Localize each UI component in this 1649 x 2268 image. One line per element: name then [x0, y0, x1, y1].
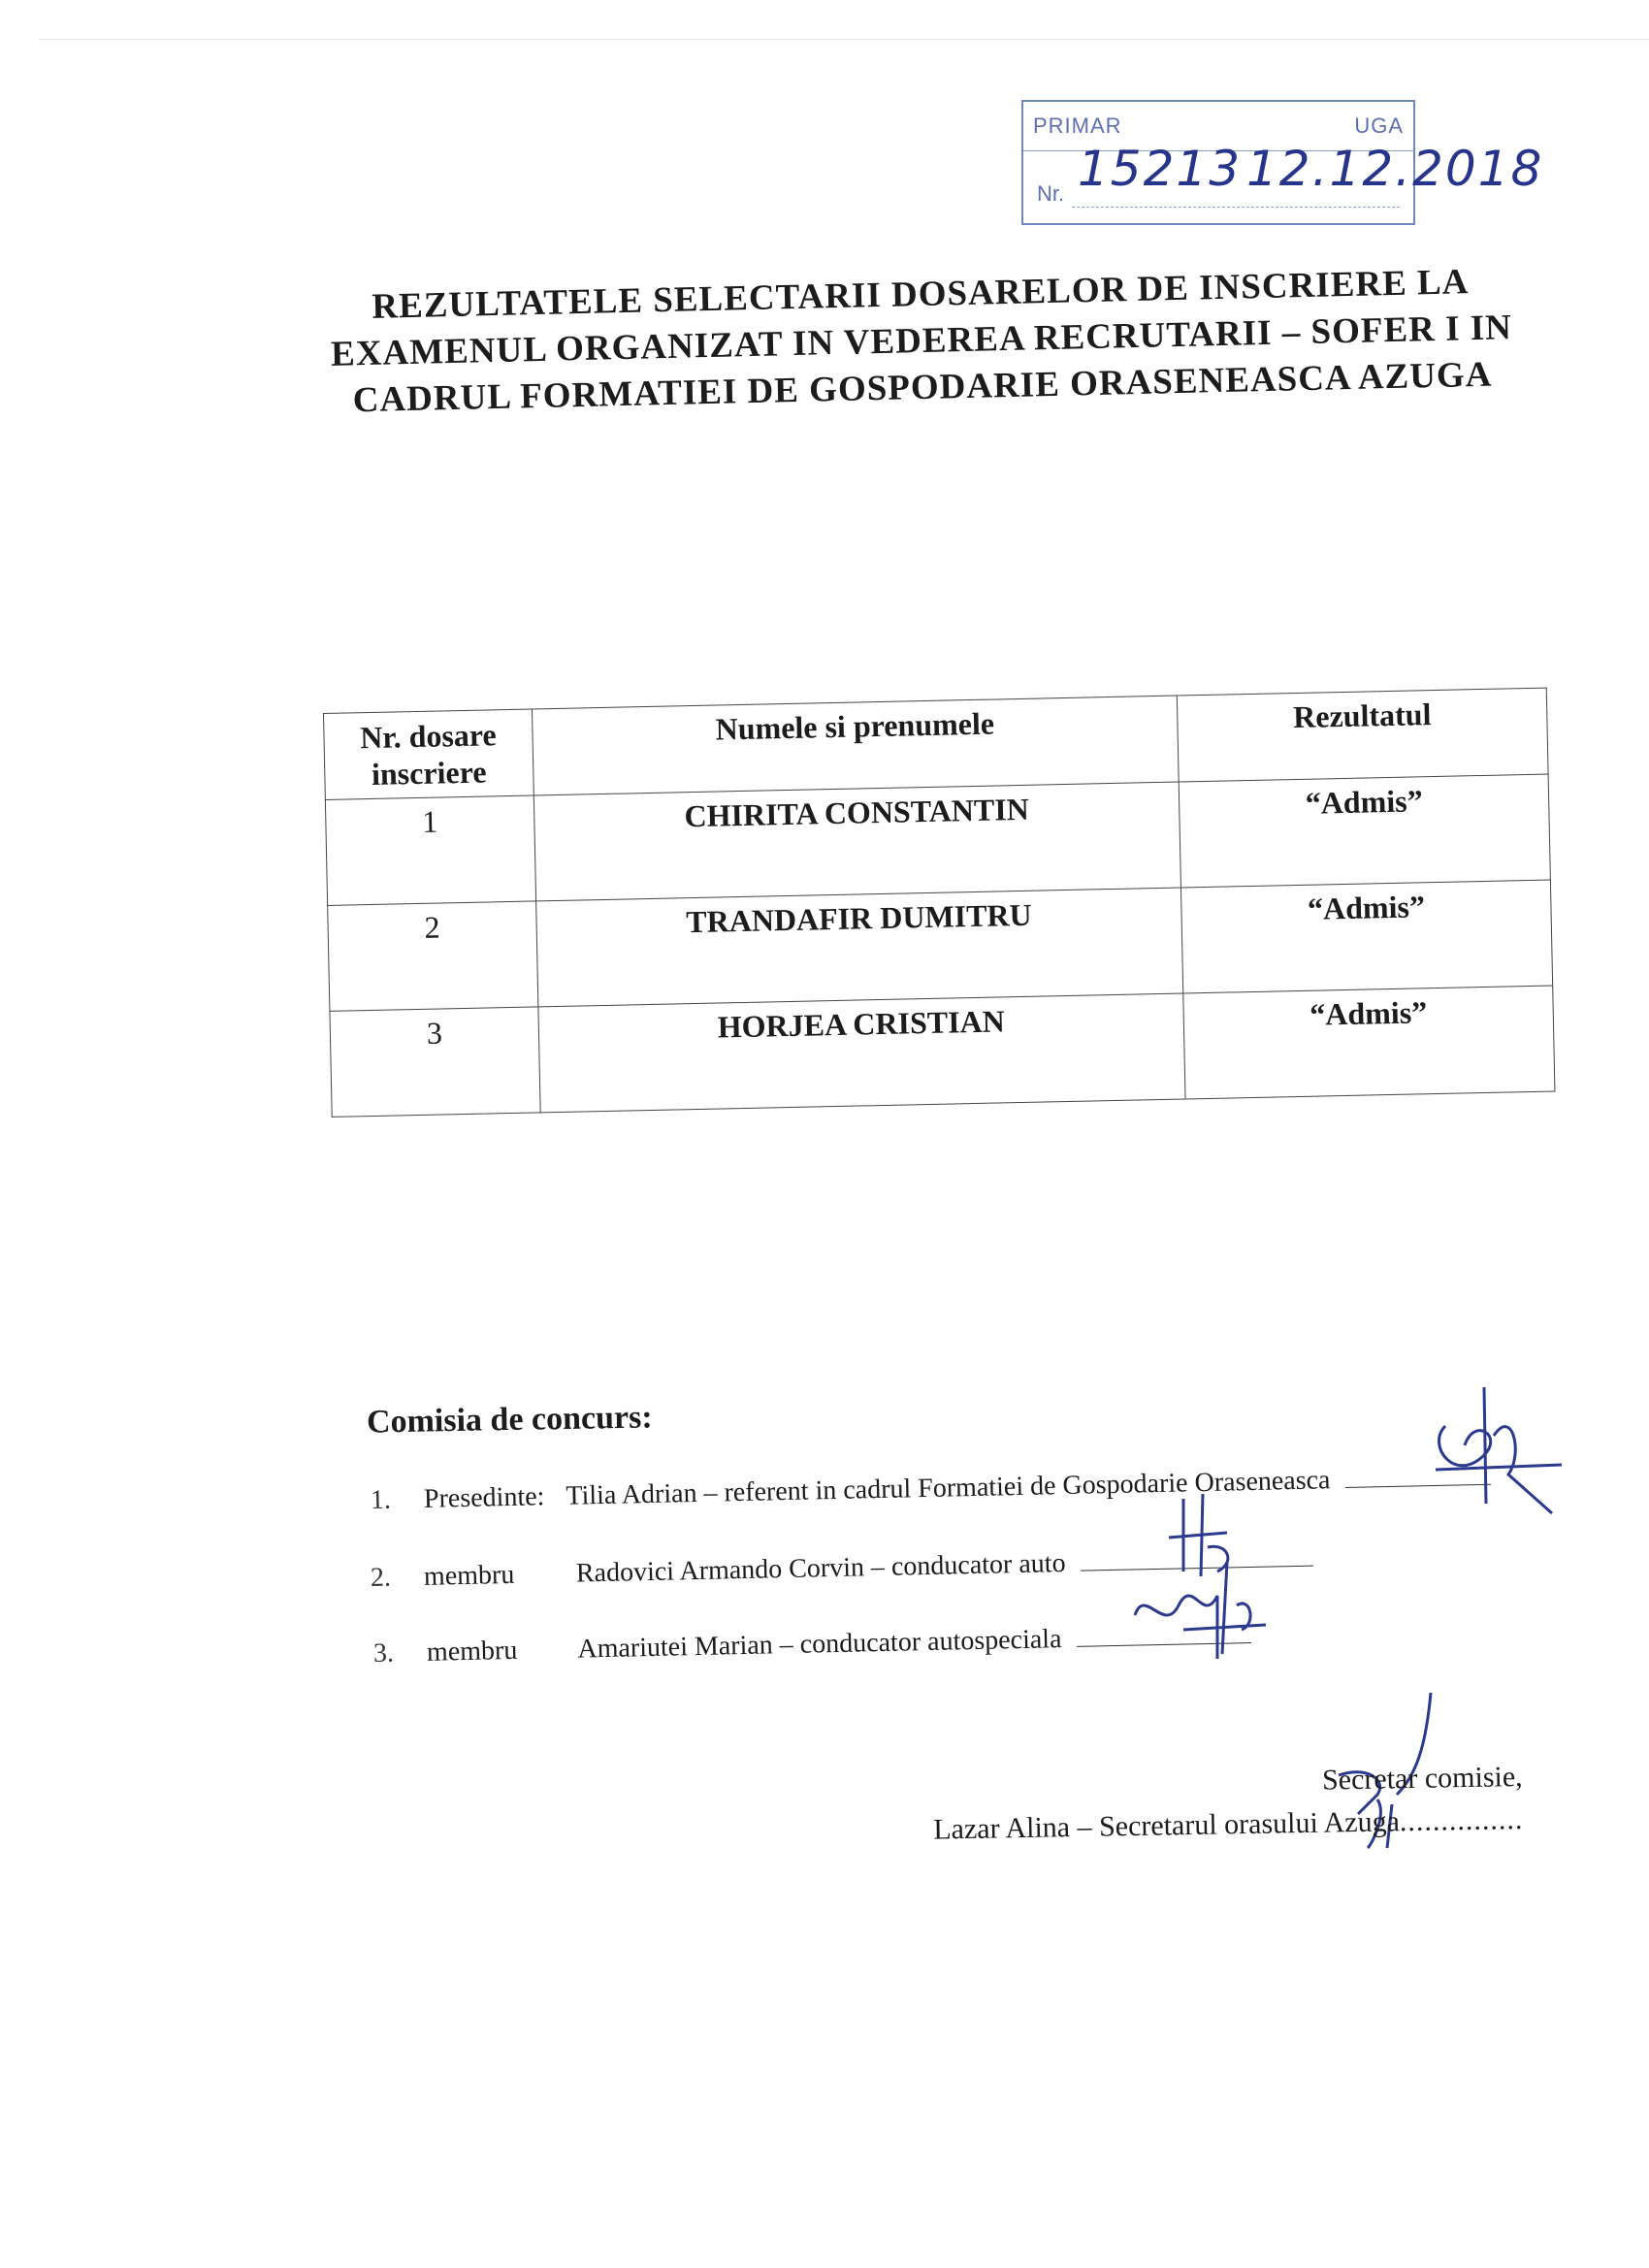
- member-role: membru: [423, 1559, 515, 1592]
- secretary-dots: ...............: [1399, 1802, 1524, 1838]
- cell-name: CHIRITA CONSTANTIN: [534, 782, 1180, 901]
- cell-nr: 1: [325, 795, 535, 905]
- title-line: EXAMENUL ORGANIZAT IN VEDEREA RECRUTARII – SOFER I IN: [330, 308, 1513, 374]
- cell-nr: 3: [330, 1007, 540, 1117]
- commission-member-3: [373, 1619, 1251, 1669]
- scan-edge: [39, 39, 1649, 40]
- title-line: REZULTATELE SELECTARII DOSARELOR DE INSCRIERE LA: [371, 262, 1470, 327]
- registration-date: 12.12.2018: [1246, 141, 1544, 197]
- member-role: membru: [426, 1635, 518, 1668]
- document-title: [319, 258, 1525, 425]
- member-number: 1.: [370, 1484, 392, 1515]
- secretary-block: [843, 1756, 1523, 1853]
- commission-member-1: [371, 1461, 1491, 1516]
- cell-name: HORJEA CRISTIAN: [538, 993, 1185, 1113]
- member-role: Presedinte:: [423, 1481, 545, 1514]
- signature-president: [1416, 1377, 1562, 1523]
- signature-member-3: [1125, 1557, 1271, 1664]
- stamp-header-right: UGA: [1354, 113, 1404, 138]
- member-number: 2.: [370, 1562, 392, 1593]
- member-number: 3.: [372, 1637, 395, 1669]
- registration-stamp: [1021, 100, 1544, 225]
- commission-heading: Comisia de concurs:: [366, 1399, 653, 1441]
- title-line: CADRUL FORMATIEI DE GOSPODARIE ORASENEASCA AZUGA: [352, 354, 1493, 421]
- column-header-result: Rezultatul: [1177, 688, 1548, 782]
- column-header-nr: Nr. dosare inscriere: [324, 709, 534, 799]
- secretary-title: Secretar comisie,: [1321, 1761, 1523, 1797]
- member-text: Tilia Adrian – referent in cadrul Formatiei de Gospodarie Oraseneasca: [566, 1465, 1331, 1511]
- cell-result: “Admis”: [1179, 774, 1550, 888]
- secretary-name: Lazar Alina – Secretarul orasului Azuga: [933, 1805, 1401, 1846]
- member-text: Amariutei Marian – conducator autospeciala: [577, 1624, 1062, 1665]
- stamp-header-left: PRIMAR: [1033, 113, 1122, 138]
- cell-nr: 2: [328, 901, 538, 1011]
- results-table: [323, 688, 1555, 1118]
- member-text: Radovici Armando Corvin – conducator auto: [575, 1547, 1066, 1589]
- stamp-nr-label: Nr.: [1037, 181, 1065, 206]
- cell-result: “Admis”: [1183, 986, 1555, 1099]
- stamp-nr-line: [1072, 207, 1400, 209]
- registration-number: 15213: [1078, 141, 1243, 197]
- cell-name: TRANDAFIR DUMITRU: [535, 888, 1182, 1007]
- column-header-name: Numele si prenumele: [532, 696, 1179, 795]
- cell-result: “Admis”: [1180, 880, 1552, 993]
